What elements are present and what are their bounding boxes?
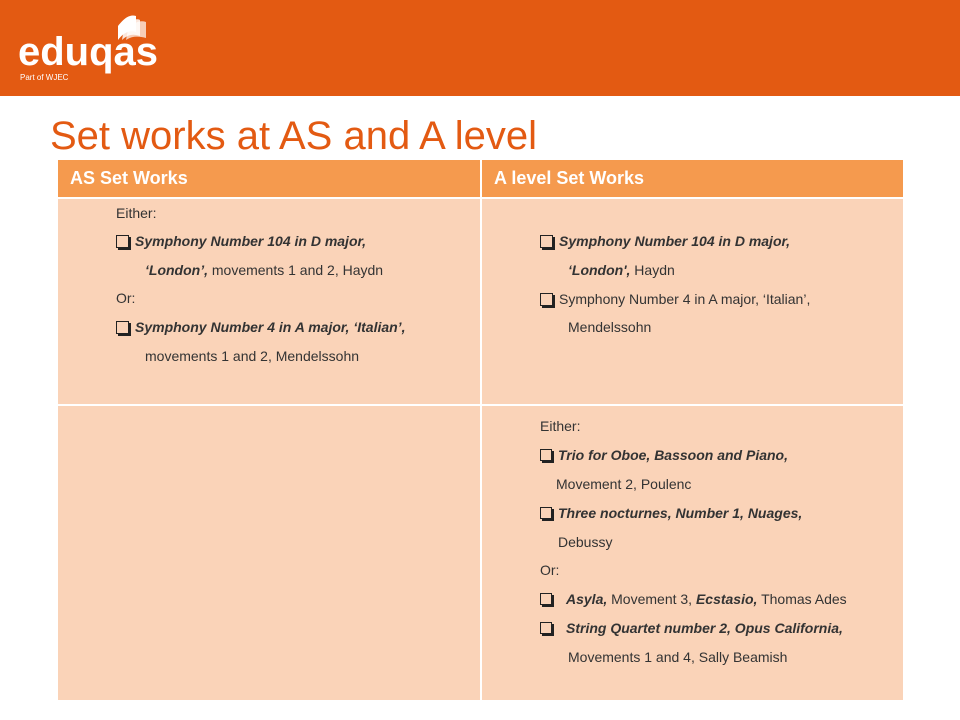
- header-a-level-set-works: A level Set Works: [482, 160, 903, 197]
- either-label: Either:: [116, 205, 157, 221]
- list-item-continued: Debussy: [558, 534, 613, 550]
- list-item-continued: ‘London’, movements 1 and 2, Haydn: [145, 262, 384, 278]
- list-item: String Quartet number 2, Opus California,: [540, 619, 843, 637]
- as-works-cell: [58, 199, 480, 404]
- checkbox-icon: [540, 449, 552, 461]
- set-works-table: [58, 160, 903, 700]
- list-item: Symphony Number 104 in D major,: [540, 232, 790, 250]
- a-level-works-cell-1: [482, 199, 903, 404]
- checkbox-icon: [540, 235, 553, 248]
- logo-wordmark: eduqas: [18, 30, 159, 74]
- eduqas-logo[interactable]: [18, 12, 158, 88]
- header-bar: [0, 0, 960, 96]
- checkbox-icon: [540, 507, 552, 519]
- list-item: Symphony Number 4 in A major, ‘Italian’,: [116, 318, 405, 336]
- logo-tagline: Part of WJEC: [20, 73, 69, 82]
- list-item: Symphony Number 104 in D major,: [116, 232, 366, 250]
- list-item-continued: Movements 1 and 4, Sally Beamish: [568, 649, 788, 665]
- or-label: Or:: [540, 562, 560, 578]
- as-works-cell-empty: [58, 406, 480, 700]
- either-label: Either:: [540, 418, 581, 434]
- checkbox-icon: [540, 593, 552, 605]
- or-label: Or:: [116, 290, 136, 306]
- a-level-works-cell-2: [482, 406, 903, 700]
- checkbox-icon: [116, 235, 129, 248]
- list-item-continued: movements 1 and 2, Mendelssohn: [145, 348, 360, 364]
- list-item-continued: Mendelssohn: [568, 319, 652, 335]
- list-item: Symphony Number 4 in A major, ‘Italian’,: [540, 290, 810, 308]
- page-title: Set works at AS and A level: [50, 114, 537, 158]
- header-as-set-works: AS Set Works: [58, 160, 480, 197]
- checkbox-icon: [116, 321, 129, 334]
- list-item-continued: ‘London', Haydn: [568, 262, 675, 278]
- list-item-continued: Movement 2, Poulenc: [556, 476, 692, 492]
- checkbox-icon: [540, 293, 553, 306]
- checkbox-icon: [540, 622, 552, 634]
- list-item: Three nocturnes, Number 1, Nuages,: [540, 504, 802, 522]
- list-item: Asyla, Movement 3, Ecstasio, Thomas Ades: [540, 590, 847, 608]
- list-item: Trio for Oboe, Bassoon and Piano,: [540, 446, 788, 464]
